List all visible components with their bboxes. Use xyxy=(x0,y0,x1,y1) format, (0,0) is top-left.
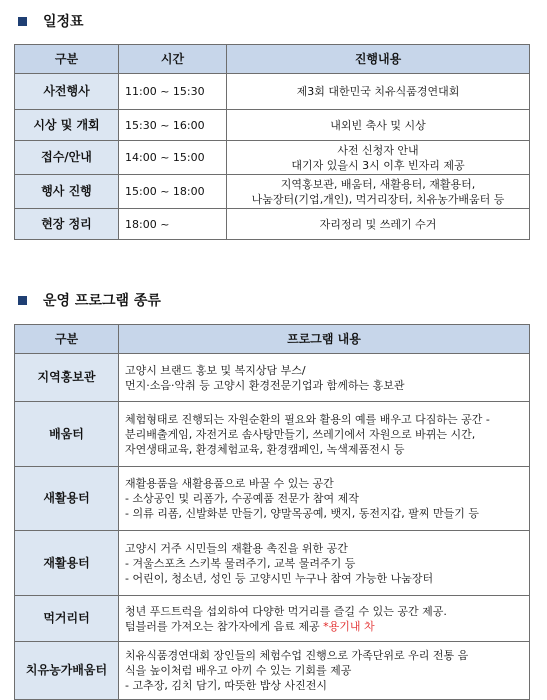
schedule-header-category: 구분 xyxy=(15,45,119,74)
content-line: 자연생태교육, 환경체험교육, 환경캠페인, 녹색제품전시 등 xyxy=(125,442,405,456)
content-line xyxy=(125,619,523,634)
schedule-label: 시상 및 개회 xyxy=(15,110,119,141)
schedule-label: 현장 정리 xyxy=(15,209,119,240)
schedule-label: 접수/안내 xyxy=(15,141,119,175)
schedule-content xyxy=(227,209,530,240)
content-line: - 어린이, 청소년, 성인 등 고양시민 누구나 참여 가능한 나눔장터 xyxy=(125,571,434,585)
schedule-time: 18:00 ~ xyxy=(119,209,227,240)
table-row xyxy=(15,596,530,642)
table-row xyxy=(15,642,530,700)
square-bullet-icon xyxy=(18,296,27,305)
program-label: 먹거리터 xyxy=(15,596,119,642)
table-row xyxy=(15,110,530,141)
program-label: 지역홍보관 xyxy=(15,354,119,402)
square-bullet-icon xyxy=(18,17,27,26)
programs-table xyxy=(14,324,530,700)
content-line: 고양시 브랜드 홍보 및 복지상담 부스/ xyxy=(125,363,306,377)
program-content xyxy=(119,467,530,531)
content-line: 지역홍보관, 배움터, 새활용터, 재활용터, xyxy=(280,177,476,191)
content-line: 청년 푸드트럭을 섭외하여 다양한 먹거리를 즐길 수 있는 공간 제공. xyxy=(125,604,447,618)
table-row xyxy=(15,467,530,531)
schedule-content xyxy=(227,110,530,141)
content-line: 먼지·소음·악취 등 고양시 환경전문기업과 함께하는 홍보관 xyxy=(125,378,405,392)
program-content xyxy=(119,596,530,642)
table-row xyxy=(15,402,530,467)
programs-section-title xyxy=(18,290,161,310)
content-line: 체험형태로 진행되는 자원순환의 필요와 활용의 예를 배우고 다짐하는 공간 - xyxy=(125,412,490,426)
schedule-label: 사전행사 xyxy=(15,74,119,110)
program-label: 재활용터 xyxy=(15,531,119,596)
programs-title: 운영 프로그램 종류 xyxy=(43,293,161,309)
program-label: 배움터 xyxy=(15,402,119,467)
content-line: 제3회 대한민국 치유식품경연대회 xyxy=(296,85,460,98)
schedule-title: 일정표 xyxy=(43,14,84,30)
schedule-time: 11:00 ~ 15:30 xyxy=(119,74,227,110)
content-line: 재활용품을 새활용품으로 바꿀 수 있는 공간 xyxy=(125,477,334,490)
programs-header-row xyxy=(15,325,530,354)
schedule-time: 14:00 ~ 15:00 xyxy=(119,141,227,175)
content-line: 자리정리 및 쓰레기 수거 xyxy=(319,217,437,231)
schedule-time: 15:30 ~ 16:00 xyxy=(119,110,227,141)
programs-header-category: 구분 xyxy=(15,325,119,354)
table-row xyxy=(15,531,530,596)
schedule-header-row xyxy=(15,45,530,74)
content-text: 텀블러를 가져오는 참가자에게 음료 제공 xyxy=(125,619,320,633)
table-row xyxy=(15,175,530,209)
schedule-section-title xyxy=(18,11,84,31)
program-content xyxy=(119,402,530,467)
content-line: - 고추장, 김치 담기, 따뜻한 밥상 사진전시 xyxy=(125,679,327,692)
content-line: 사전 신청자 안내 xyxy=(337,143,419,157)
programs-header-content: 프로그램 내용 xyxy=(119,325,530,354)
content-line: - 겨울스포츠 스키복 물려주기, 교복 물려주기 등 xyxy=(125,556,356,570)
program-label: 치유농가배움터 xyxy=(15,642,119,700)
schedule-label: 행사 진행 xyxy=(15,175,119,209)
program-label: 새활용터 xyxy=(15,467,119,531)
schedule-table xyxy=(14,44,530,240)
table-row xyxy=(15,141,530,175)
note-text: *용기내 차 xyxy=(323,619,375,633)
table-row xyxy=(15,209,530,240)
content-line: 치유식품경연대회 장인들의 체험수업 진행으로 가족단위로 우리 전통 음 xyxy=(125,649,469,662)
content-line: 고양시 거주 시민들의 재활용 촉진을 위한 공간 xyxy=(125,541,348,555)
schedule-content xyxy=(227,141,530,175)
content-line: 내외빈 축사 및 시상 xyxy=(330,118,426,132)
content-line: 식을 높이처럼 배우고 아끼 수 있는 기회를 제공 xyxy=(125,664,352,677)
content-line: - 소상공인 및 리폼가, 수공예품 전문가 참여 제작 xyxy=(125,492,359,505)
content-line: - 의류 리폼, 신발화분 만들기, 양말목공예, 뱃지, 동전지갑, 팔찌 만들기 등 xyxy=(125,507,479,520)
program-content xyxy=(119,354,530,402)
content-line: 대기자 있을시 3시 이후 빈자리 제공 xyxy=(291,158,465,172)
table-row xyxy=(15,74,530,110)
table-row xyxy=(15,354,530,402)
schedule-content xyxy=(227,74,530,110)
content-line: 분리배출게임, 자전거로 솜사탕만들기, 쓰레기에서 자원으로 바뀌는 시간, xyxy=(125,427,476,441)
program-content xyxy=(119,531,530,596)
schedule-header-time: 시간 xyxy=(119,45,227,74)
content-line: 나눔장터(기업,개인), 먹거리장터, 치유농가배움터 등 xyxy=(251,192,505,206)
schedule-content xyxy=(227,175,530,209)
program-content xyxy=(119,642,530,700)
schedule-time: 15:00 ~ 18:00 xyxy=(119,175,227,209)
schedule-header-content: 진행내용 xyxy=(227,45,530,74)
